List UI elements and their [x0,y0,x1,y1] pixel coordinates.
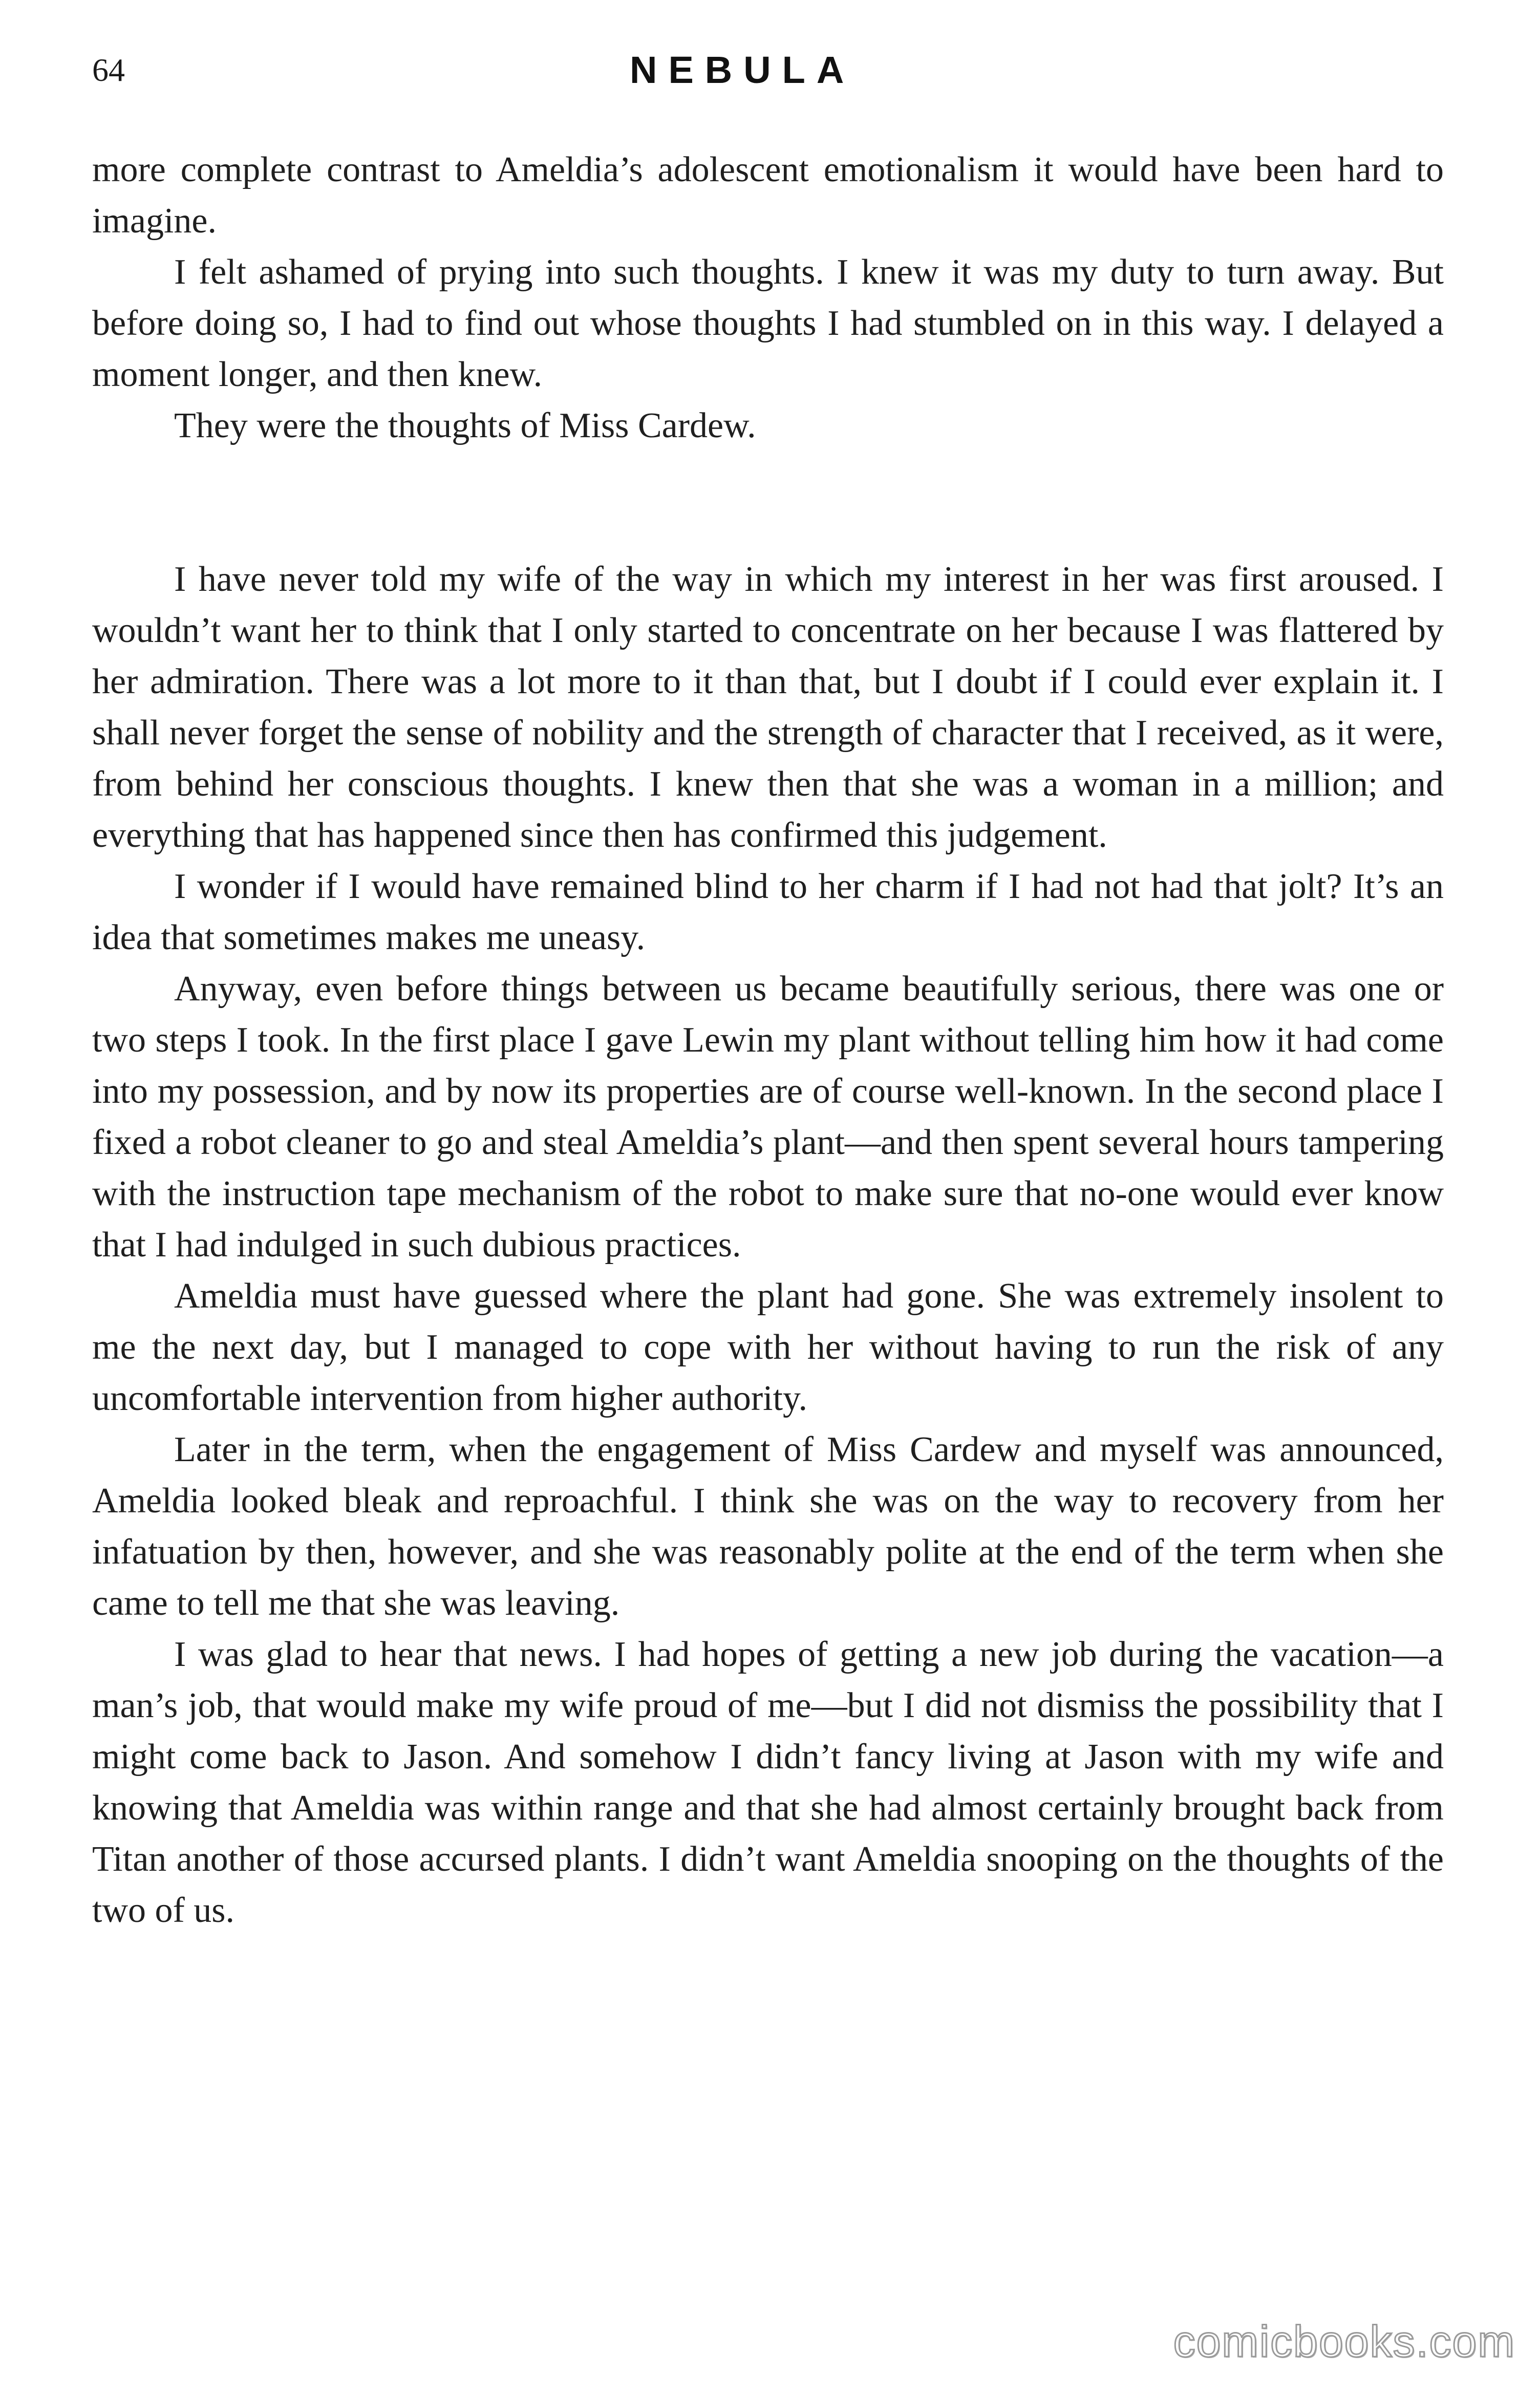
paragraph: I was glad to hear that news. I had hopes of getting a new job during the vacation—a man’s job, that would make my wife proud of me—but I did not dismiss the possibility that I might come back to Jason. And somehow I didn’t fancy living at Jason with my wife and knowing that Ameldia was within range and that she had almost certainly brought back from Titan another of those accursed plants. I didn’t want Ameldia snooping on the thoughts of the two of us. [92,1635,1444,1930]
paragraph-continuation: more complete contrast to Ameldia’s adolescent emotionalism it would have been hard to imagine. [92,150,1444,241]
paragraph: I wonder if I would have remained blind to her charm if I had not had that jolt? It’s an idea that sometimes makes me uneasy. [92,867,1444,957]
paragraph: I have never told my wife of the way in which my interest in her was first aroused. I wouldn’t want her to think that I only started to concentrate on her because I was flattered by her admiration. There was a lot more to it than that, but I doubt if I could ever explain it. I shall never forget the sense of nobility and the strength of character that I received, as it were, from behind her conscious thoughts. I knew then that she was a woman in a million; and everything that has happened since then has confirmed this judgement. [92,560,1444,855]
page-number: 64 [92,52,125,88]
page-header [92,51,1444,113]
watermark-logo: comicbooks.com [1173,2317,1515,2366]
paragraph: Ameldia must have guessed where the plant had gone. She was extremely insolent to me the next day, but I managed to cope with her without having to run the risk of any uncomfortable intervention from higher authority. [92,1276,1444,1418]
running-title: NEBULA [630,49,855,91]
body-text [92,144,1444,1936]
paragraph: Later in the term, when the engagement of Miss Cardew and myself was announced, Ameldia looked bleak and reproachful. I think she was on the way to recovery from her infatuation by then, however, and she was reasonably polite at the end of the term when she came to tell me that she was leaving. [92,1430,1444,1623]
paragraph: Anyway, even before things between us became beautifully serious, there was one or two steps I took. In the first place I gave Lewin my plant without telling him how it had come into my possession, and by now its properties are of course well-known. In the second place I fixed a robot cleaner to go and steal Ameldia’s plant—and then spent several hours tampering with the instruction tape mechanism of the robot to make sure that no-one would ever know that I had indulged in such dubious practices. [92,969,1444,1265]
paragraph: I felt ashamed of prying into such thoughts. I knew it was my duty to turn away. But before doing so, I had to find out whose thoughts I had stumbled on in this way. I delayed a moment longer, and then knew. [92,252,1444,394]
section-break [92,452,1444,554]
paragraph: They were the thoughts of Miss Cardew. [174,406,756,445]
